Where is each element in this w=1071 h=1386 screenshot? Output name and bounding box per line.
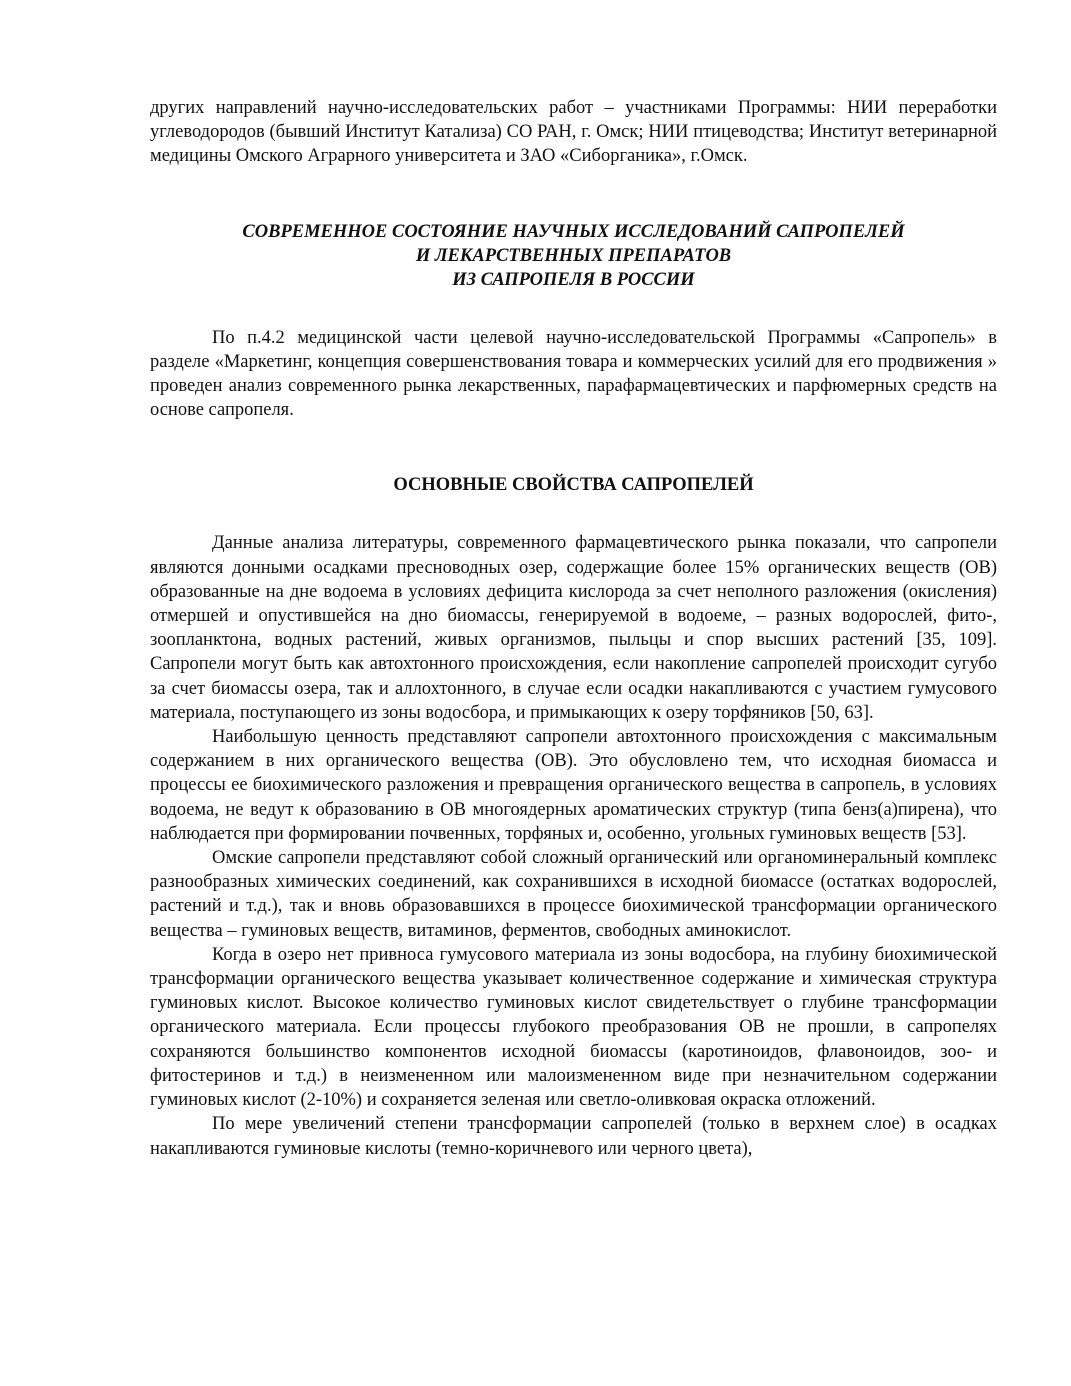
section-title-line: ИЗ САПРОПЕЛЯ В РОССИИ xyxy=(452,269,695,290)
body-paragraph: Омские сапропели представляют собой сложный органический или органоминеральный комплекс разнообразных химических соединений, как сохранившихся в исходной биомассе (остатках водорослей, растений и т.д.), так и вновь образовавшихся в процессе биохимической трансформации органического вещества – гуминовых веществ, витаминов, ферментов, свободных аминокислот. xyxy=(150,848,997,941)
marketing-paragraph: По п.4.2 медицинской части целевой научно-исследовательской Программы «Сапропель» в разделе «Маркетинг, концепция совершенствования товара и коммерческих усилий для его продвижения » проведен анализ современного рынка лекарственных, парафармацевтических и парфюмерных средств на основе сапропеля. xyxy=(150,327,997,421)
body-paragraph: Наибольшую ценность представляют сапропели автохтонного происхождения с максимальным содержанием в них органического вещества (ОВ). Это обусловлено тем, что исходная биомасса и процессы ее биохимического разложения и превращения органического вещества в сапропель, в условиях водоема, не ведут к образованию в ОВ многоядерных ароматических структур (типа бенз(а)пирена), что наблюдается при формировании почвенных, торфяных и, особенно, угольных гуминовых веществ [53]. xyxy=(150,727,997,844)
intro-paragraph: других направлений научно-исследовательских работ – участниками Программы: НИИ переработки углеводородов (бывший Институт Катализа) СО РАН, г. Омск; НИИ птицеводства; Институт ветеринарной медицины Омского Аграрного университета и ЗАО «Сиборганика», г.Омск. xyxy=(150,98,997,167)
document-page xyxy=(150,96,997,1161)
body-paragraph: Когда в озеро нет привноса гумусового материала из зоны водосбора, на глубину биохимической трансформации органического вещества указывает количественное содержание и химическая структура гуминовых кислот. Высокое количество гуминовых кислот свидетельствует о глубине трансформации органического материала. Если процессы глубокого преобразования ОВ не прошли, в сапропелях сохраняются большинство компонентов исходной биомассы (каротиноидов, флавоноидов, зоо- и фитостеринов и т.д.) в неизмененном или малоизмененном виде при незначительном содержании гуминовых кислот (2-10%) и сохраняется зеленая или светло-оливковая окраска отложений. xyxy=(150,944,997,1111)
section-title-modern-state xyxy=(150,220,997,292)
section-title-line: И ЛЕКАРСТВЕННЫХ ПРЕПАРАТОВ xyxy=(415,245,732,266)
body-paragraph: Данные анализа литературы, современного фармацевтического рынка показали, что сапропели являются донными осадками пресноводных озер, содержащие более 15% органических веществ (ОВ) образованные на дне водоема в условиях дефицита кислорода за счет неполного разложения (окисления) отмершей и опустившейся на дно биомассы, генерируемой в водоеме, – разных водорослей, фито-, зоопланктона, водных растений, живых организмов, пыльцы и спор высших растений [35, 109]. Сапропели могут быть как автохтонного происхождения, если накопление сапропелей происходит сугубо за счет биомассы озера, так и аллохтонного, в случае если осадки накапливаются с участием гумусового материала, поступающего из зоны водосбора, и примыкающих к озеру торфяников [50, 63]. xyxy=(150,533,997,723)
body-paragraph: По мере увеличений степени трансформации сапропелей (только в верхнем слое) в осадках накапливаются гуминовые кислоты (темно-коричневого или черного цвета), xyxy=(150,1114,997,1159)
section-title-properties: ОСНОВНЫЕ СВОЙСТВА САПРОПЕЛЕЙ xyxy=(393,475,754,496)
section-title-line: СОВРЕМЕННОЕ СОСТОЯНИЕ НАУЧНЫХ ИССЛЕДОВАНИЙ САПРОПЕЛЕЙ xyxy=(242,221,905,242)
